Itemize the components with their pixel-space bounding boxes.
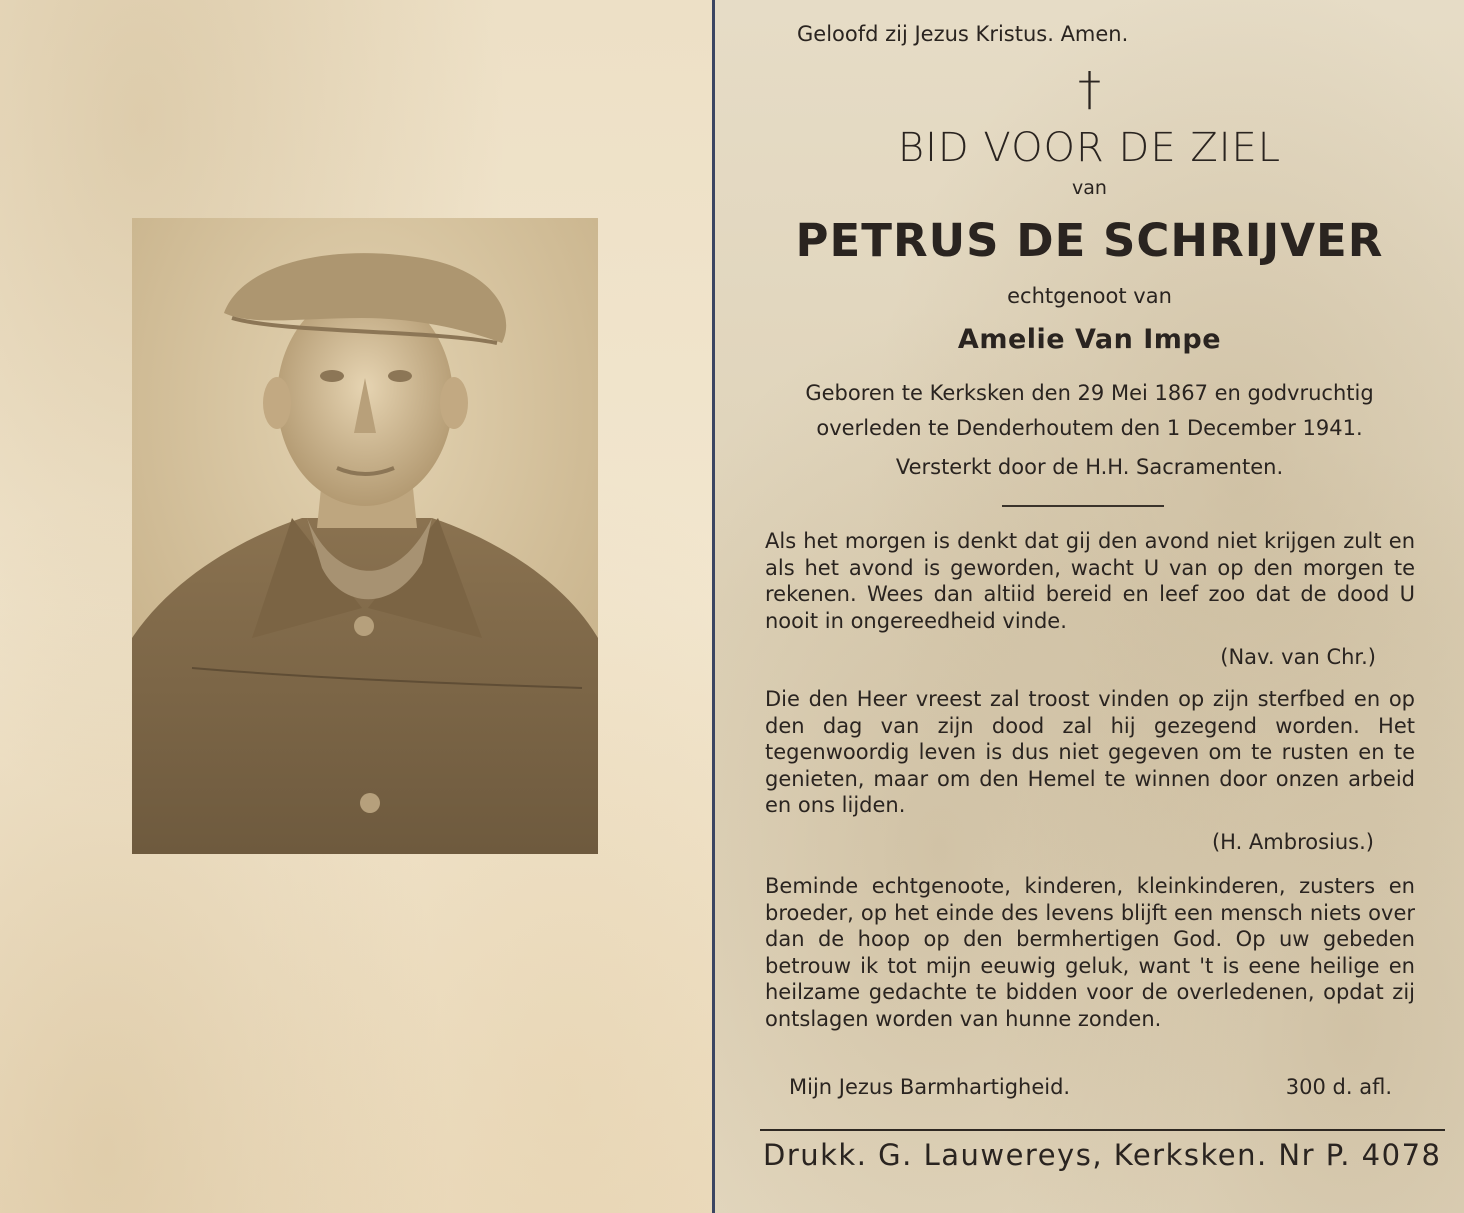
card-title: BID VOOR DE ZIEL: [897, 125, 1282, 171]
printer-imprint: Drukk. G. Lauwereys, Kerksken. Nr P. 4078: [763, 1138, 1442, 1172]
footer-divider: [760, 1129, 1445, 1131]
memorial-text-card: [715, 0, 1464, 1213]
relation-label: echtgenoot van: [1007, 284, 1172, 308]
closing-prayer: Mijn Jezus Barmhartigheid.: [789, 1075, 1071, 1099]
header-prayer: Geloofd zij Jezus Kristus. Amen.: [797, 22, 1129, 46]
quote-paragraph-3: Beminde echtgenoote, kinderen, kleinkinderen, zusters en broeder, op het einde des levens blijft een mensch niets over dan de hoop op den bermhertigen God. Op uw gebeden betrouw ik tot mijn eeuwig geluk, want 't is eene heilige en heilzame gedachte te bidden voor de overledenen, opdat zij ontslagen worden van hunne zonden.: [765, 874, 1415, 1031]
quote-source-2: (H. Ambrosius.): [1211, 830, 1374, 854]
quote-paragraph-1: Als het morgen is denkt dat gij den avond niet krijgen zult en als het avond is geworden, wacht U van op den morgen te rekenen. Wees dan altiid bereid en leef zoo dat de dood U nooit in ongereedheid vinde.: [765, 529, 1415, 633]
divider: [1002, 505, 1164, 507]
sacraments-text: Versterkt door de H.H. Sacramenten.: [895, 455, 1284, 479]
portrait-card: [0, 0, 715, 1213]
cross-icon: †: [1078, 62, 1101, 116]
van-label: van: [1072, 177, 1107, 199]
quote-source-1: (Nav. van Chr.): [1220, 645, 1376, 669]
quote-paragraph-2: Die den Heer vreest zal troost vinden op zijn sterfbed en op den dag van zijn dood zal hij gezegend worden. Het tegenwoordig leven is dus niet gegeven om te rusten en te genieten, maar om den Hemel te winnen door onzen arbeid en ons lijden.: [765, 687, 1415, 817]
indulgence-note: 300 d. afl.: [1285, 1075, 1392, 1099]
portrait-photo: [132, 218, 598, 854]
deceased-name: PETRUS DE SCHRIJVER: [795, 214, 1384, 267]
birth-death-text: Geboren te Kerksken den 29 Mei 1867 en godvruchtig overleden te Denderhoutem den 1 December 1941.: [805, 381, 1374, 440]
spouse-name: Amelie Van Impe: [957, 324, 1222, 355]
portrait-illustration: [132, 218, 598, 854]
